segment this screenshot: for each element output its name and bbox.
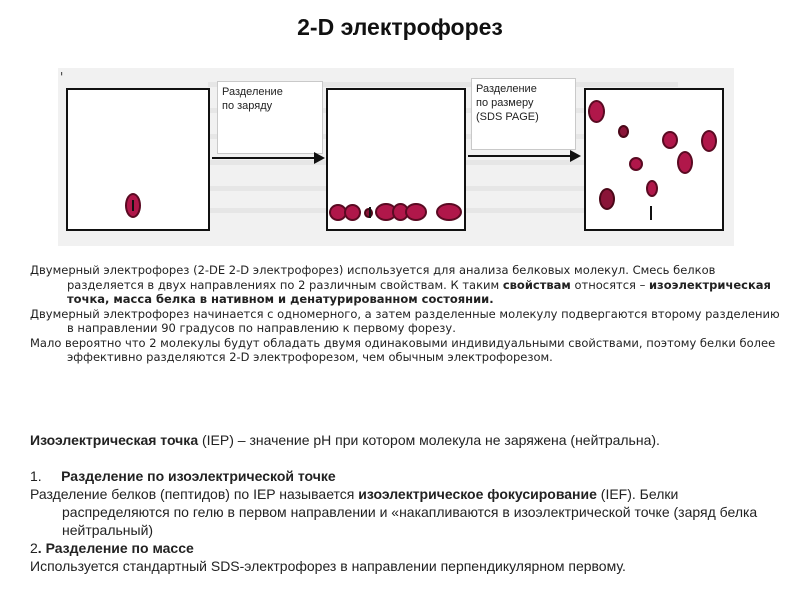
text-span: (IEF). Белки распределяются по гелю в первом направлении и «накапливаются в изоэлектрической точке (заряд белка нейтральный)	[62, 486, 758, 538]
label-size-separation: Разделение по размеру (SDS PAGE)	[471, 78, 576, 150]
protein-spot	[662, 131, 678, 149]
paragraph-efficiency: Мало вероятно что 2 молекулы будут обладать двумя одинаковыми индивидуальными свойствами, поэтому белки более эффективно разделяются 2-D электрофорезом, чем обычным электрофорезом.	[30, 335, 776, 364]
heading-number: 2	[30, 540, 38, 556]
heading-number: 1.	[30, 468, 42, 484]
iep-definition-text: (IEP) – значение рН при котором молекула не заряжена (нейтральна).	[198, 432, 660, 448]
protein-band	[405, 203, 427, 221]
heading-text: . Разделение по массе	[37, 540, 194, 556]
protein-spot	[629, 157, 643, 171]
paragraph-procedure: Двумерный электрофорез начинается с одномерного, а затем разделенные молекулу подвергаются второму разделению в направлении 90 градусов по направлению к первому форезу.	[30, 306, 780, 335]
reference-mark	[650, 206, 652, 220]
label-charge-separation: Разделение по заряду	[217, 81, 323, 154]
protein-spot	[588, 100, 605, 123]
iep-term: Изоэлектрическая точка	[30, 432, 199, 448]
intro-text	[30, 263, 780, 365]
band-mark	[369, 207, 371, 218]
protein-spot	[646, 180, 658, 197]
protein-band	[344, 204, 361, 221]
arrow-step-1-head	[314, 152, 325, 164]
text-span: Разделение белков (пептидов) по IEP называется	[30, 486, 359, 502]
arrow-step-2-head	[570, 150, 581, 162]
text-bold: изоэлектрическое фокусирование	[358, 486, 597, 502]
protein-band	[436, 203, 462, 221]
text-bold: изоэлектрическая точка, масса белка в нативном и денатурированном состоянии.	[67, 277, 771, 306]
text-bold: свойствам	[502, 277, 571, 292]
arrow-step-1-line	[212, 157, 316, 159]
slide-title: 2-D электрофорез	[297, 14, 503, 40]
heading-mass-separation	[30, 539, 775, 557]
text-span: относятся –	[570, 277, 649, 292]
heading-iep-separation	[30, 467, 775, 485]
paragraph-definition	[30, 263, 780, 307]
sample-mark	[132, 200, 134, 211]
figure-corner-mark: '	[60, 70, 64, 84]
protein-spot	[701, 130, 717, 152]
protein-spot	[677, 151, 693, 174]
details-text	[30, 431, 775, 575]
protein-spot	[618, 125, 629, 138]
iep-definition	[30, 431, 775, 449]
protein-spot	[599, 188, 615, 210]
arrow-step-2-line	[468, 155, 572, 157]
heading-text: Разделение по изоэлектрической точке	[61, 468, 336, 484]
paragraph-ief	[30, 485, 775, 539]
text-span: Двумерный электрофорез (2-DE 2-D электрофорез) используется для анализа белковых молекул. Смесь белков разделяется в двух направлениях по 2 различным свойствам. К таким	[30, 263, 716, 292]
paragraph-sds: Используется стандартный SDS-электрофорез в направлении перпендикулярном первому.	[30, 558, 626, 574]
